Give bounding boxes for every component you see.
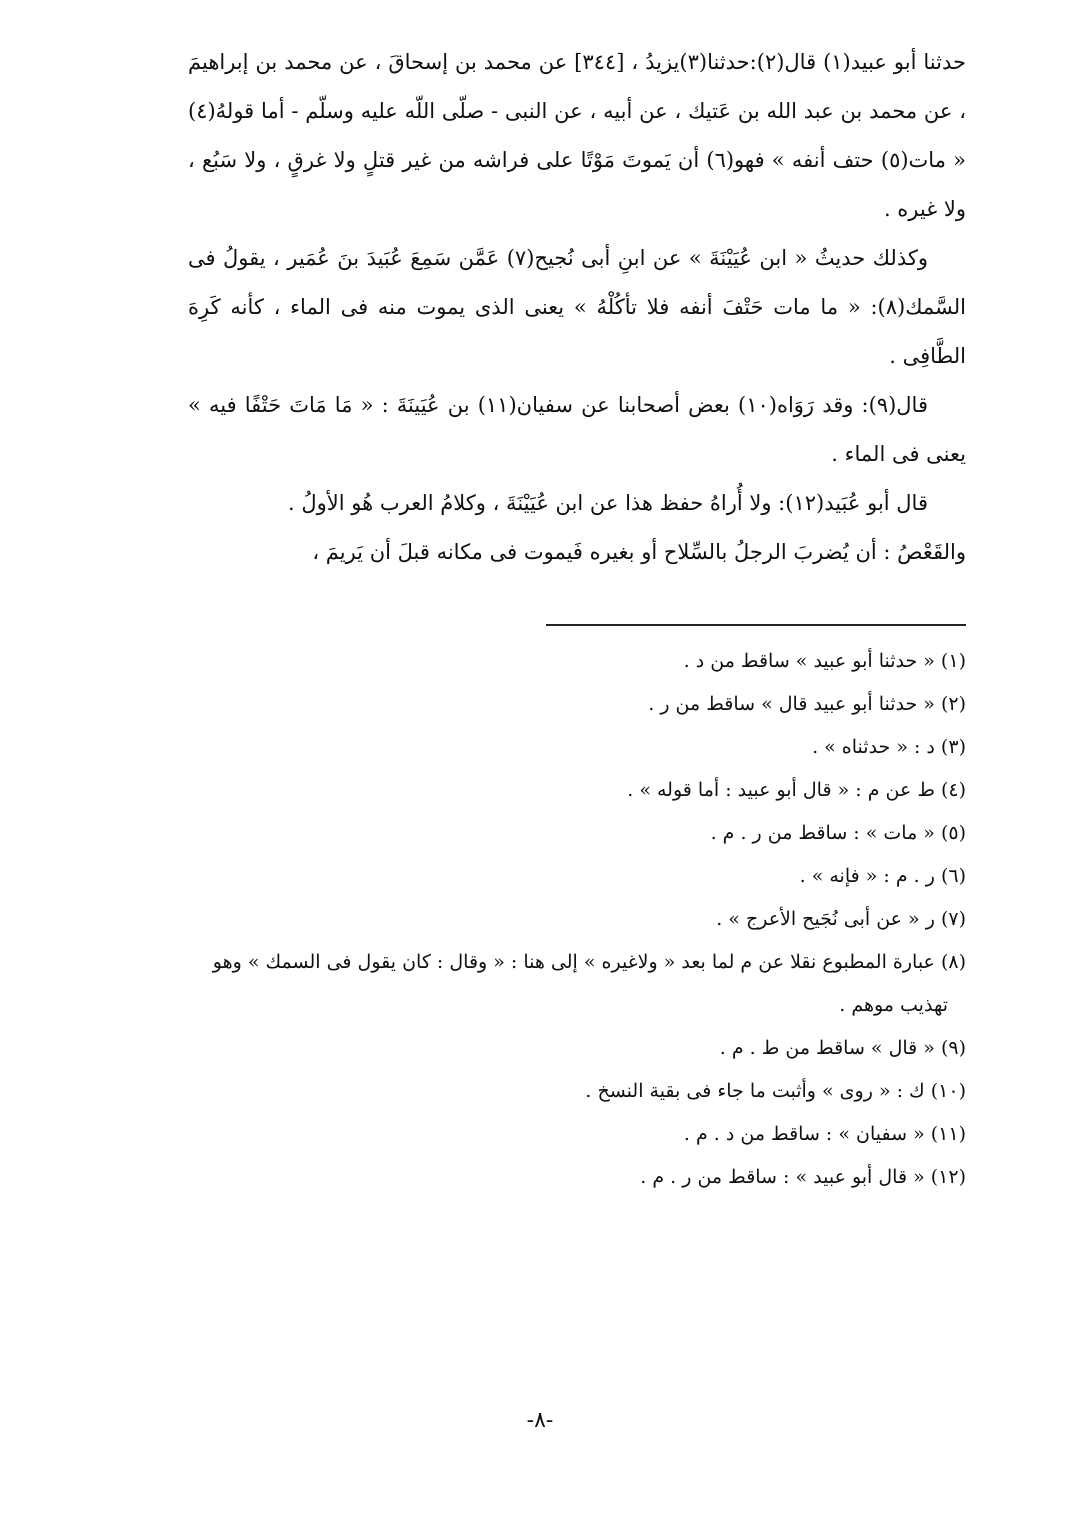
footnote-divider	[546, 624, 966, 626]
footnote: (٤) ط عن م : « قال أبو عبيد : أما قوله » .	[627, 779, 966, 801]
footnote: (٩) « قال » ساقط من ط . م .	[719, 1037, 966, 1059]
paragraph: والقَعْصُ : أن يُضربَ الرجلُ بالسِّلاح أو بغيره فَيموت فى مكانه قبلَ أن يَريمَ ،	[312, 540, 966, 564]
footnote: (١) « حدثنا أبو عبيد » ساقط من د .	[683, 650, 966, 672]
footnote: (٨) عبارة المطبوع نقلا عن م لما بعد « ولاغيره » إلى هنا : « وقال : كان يقول فى السمك » وهو تهذيب موهم .	[212, 951, 966, 1016]
footnote: (٧) ر « عن أبى نُجَيح الأعرج » .	[716, 908, 966, 930]
main-text	[188, 38, 966, 577]
paragraph: قال(٩): وقد رَوَاه(١٠) بعض أصحابنا عن سفيان(١١) بن عُيَينَةَ : « مَا مَاتَ حَتْفًا فيه » يعنى فى الماء .	[188, 393, 966, 466]
footnote: (٢) « حدثنا أبو عبيد قال » ساقط من ر .	[648, 693, 966, 715]
page-number: -٨-	[526, 1408, 554, 1433]
footnotes	[188, 640, 966, 1199]
footnote: (٦) ر . م : « فإنه » .	[799, 865, 966, 887]
footnote: (١١) « سفيان » : ساقط من د . م .	[683, 1123, 966, 1145]
footnote: (٣) د : « حدثناه » .	[812, 736, 966, 758]
paragraph: قال أبو عُبَيد(١٢): ولا أُراهُ حفظ هذا عن ابن عُيَيْنَةَ ، وكلامُ العرب هُو الأولُ .	[288, 491, 928, 515]
paragraph: وكذلك حديثُ « ابن عُيَيْنَةَ » عن ابنِ أبى نُجيح(٧) عَمَّن سَمِعَ عُبَيدَ بنَ عُمَير ، يقولُ فى السَّمك(٨): « ما مات حَتْفَ أنفه فلا تأكُلْهُ » يعنى الذى يموت منه فى الماء ، كأنه كَرِهَ الطَّافِى .	[188, 246, 966, 368]
footnote: (١٠) ك : « روى » وأثبت ما جاء فى بقية النسخ .	[585, 1080, 966, 1102]
footnote: (١٢) « قال أبو عبيد » : ساقط من ر . م .	[640, 1166, 966, 1188]
paragraph: حدثنا أبو عبيد(١) قال(٢):حدثنا(٣)يزيدُ ، [٣٤٤] عن محمد بن إسحاقَ ، عن محمد بن إبراهيمَ ، عن محمد بن عبد الله بن عَتيك ، عن أبيه ، عن النبى - صلّى اللّه عليه وسلّم - أما قولهُ(٤) « مات(٥) حتف أنفه » فهو(٦) أن يَموتَ مَوْتًا على فراشه من غير قتلٍ ولا غرقٍ ، ولا سَبُع ، ولا غيره .	[188, 50, 966, 221]
footnote: (٥) « مات » : ساقط من ر . م .	[710, 822, 966, 844]
